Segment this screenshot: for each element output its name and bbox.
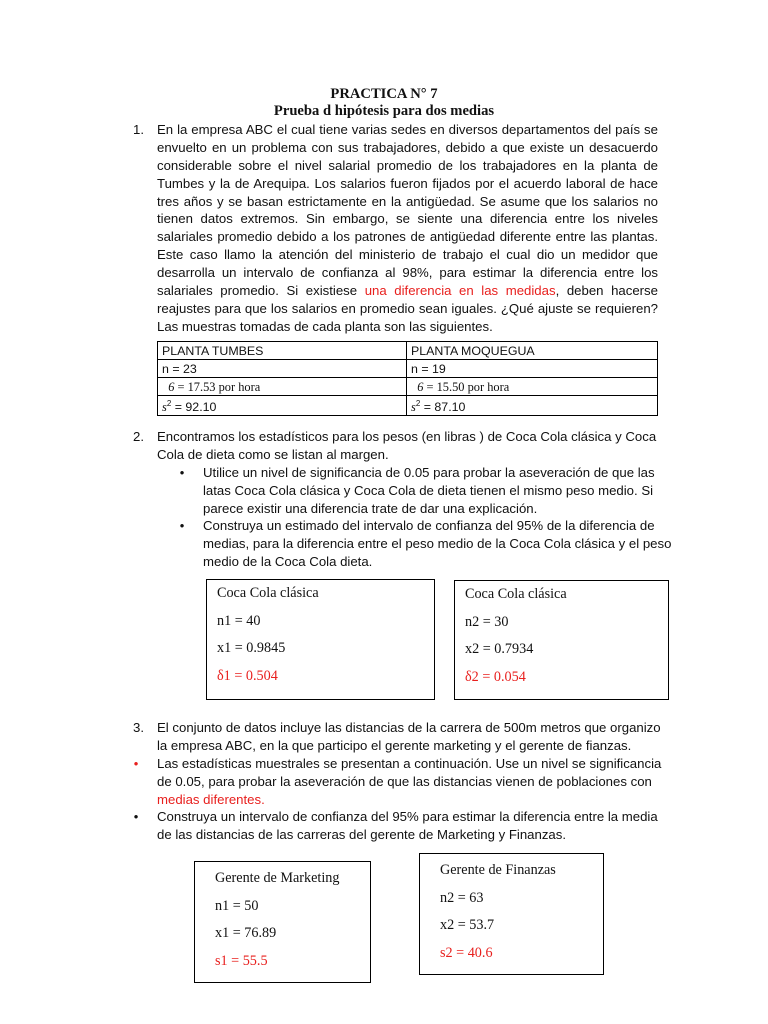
box-title: Gerente de Marketing	[215, 870, 340, 886]
q1-line-highlight	[157, 282, 658, 300]
box-x: x2 = 53.7	[440, 917, 495, 933]
q3-line: El conjunto de datos incluye las distancias de la carrera de 500m metros que organizo	[157, 720, 661, 735]
table-cell: n = 23	[158, 360, 407, 378]
highlight-text: una diferencia en las medidas	[364, 283, 556, 299]
q2-bullet-2	[203, 517, 672, 571]
question-3-text	[157, 719, 661, 755]
q1-line: En la empresa ABC el cual tiene varias sedes en diversos departamentos del país se	[157, 122, 658, 137]
q2-bullet-line: medias, para la diferencia entre el peso medio de la Coca Cola clásica y el peso	[203, 535, 672, 551]
q1-text: salariales promedio. Si existiese	[157, 283, 358, 299]
table-cell	[158, 396, 407, 416]
q2-line: Cola de dieta como se listan al margen.	[157, 446, 389, 462]
s2-value: = 87.10	[423, 400, 466, 415]
q1-line: considerable sobre el nivel salarial promedio de los trabajadores en la planta de	[157, 157, 658, 173]
table-row	[158, 378, 658, 396]
q3-bullet-line: de las distancias de las carreras del gerente de Marketing y Finanzas.	[157, 826, 567, 842]
table-cell	[158, 378, 407, 396]
q3-bullet-1	[157, 755, 662, 809]
q1-line: salariales promedio debido a los patrones de antigüedad diferente entre las plantas.	[157, 229, 658, 245]
question-2-text	[157, 428, 657, 464]
marketing-box	[194, 861, 371, 983]
q1-line: tienen datos extremos. Sin embargo, se siente una diferencia entre los niveles	[157, 211, 658, 227]
table-cell	[407, 378, 658, 396]
q1-line: Tumbes y la de Arequipa. Los salarios fueron fijados por el acuerdo laboral de hace	[157, 175, 658, 191]
s2-value: = 92.10	[174, 400, 217, 415]
box-x: x2 = 0.7934	[465, 641, 534, 657]
q2-bullet-line: parece existir una diferencia trate de dar una explicación.	[203, 500, 538, 516]
question-3-number: 3.	[133, 720, 144, 735]
s2-symbol: s	[162, 400, 167, 415]
s2-symbol: s	[411, 400, 416, 415]
q1-line: Las muestras tomadas de cada planta son las siguientes.	[157, 318, 493, 334]
bullet-icon: •	[179, 465, 185, 480]
q3-bullet-line: Las estadísticas muestrales se presentan a continuación. Use un nivel se significancia	[157, 756, 662, 771]
bullet-icon: •	[133, 756, 139, 771]
q1-text: , deben hacerse	[555, 283, 658, 299]
q2-bullet-line: medio de la Coca Cola dieta.	[203, 553, 373, 569]
mean-symbol: 6	[168, 379, 175, 394]
bullet-icon: •	[133, 809, 139, 824]
box-title: Coca Cola clásica	[217, 585, 319, 601]
q3-line: la empresa ABC, en la que participo el gerente marketing y el gerente de fianzas.	[157, 737, 632, 753]
table-cell	[407, 396, 658, 416]
q3-bullet-2	[157, 808, 657, 844]
q2-bullet-1	[203, 464, 653, 518]
coca-cola-box-1	[206, 579, 435, 700]
box-n: n1 = 40	[217, 612, 261, 629]
q2-bullet-line: latas Coca Cola clásica y Coca Cola de dieta tienen el mismo peso medio. Si	[203, 482, 654, 498]
table-row	[158, 396, 658, 416]
q2-line: Encontramos los estadísticos para los pesos (en libras ) de Coca Cola clásica y Coca	[157, 429, 657, 444]
q1-line: Este caso llamo la atención del ministerio de trabajo el cual dio un medidor que	[157, 247, 658, 263]
q2-bullet-line: Utilice un nivel de significancia de 0.05 para probar la aseveración de que las	[203, 465, 655, 480]
highlight-text: medias diferentes.	[157, 791, 265, 807]
q1-line: desarrolla un intervalo de confianza al 98%, para estimar la diferencia entre los	[157, 265, 658, 281]
box-s: s2 = 40.6	[440, 944, 493, 961]
q1-line: reajustes para que los salarios en promedio sean iguales. ¿Qué ajuste se requieren?	[157, 300, 658, 316]
mean-symbol: 6	[417, 379, 424, 394]
q3-bullet-line: de 0.05, para probar la aseveración de que las distancias vienen de poblaciones con	[157, 773, 652, 789]
box-title: Gerente de Finanzas	[440, 862, 556, 878]
table-header: PLANTA TUMBES	[158, 342, 407, 360]
table-row	[158, 342, 658, 360]
table-row	[158, 360, 658, 378]
box-title: Coca Cola clásica	[465, 586, 567, 602]
finanzas-box	[419, 853, 604, 975]
q1-line: tres años y se basan estrictamente en la antigüedad. Se asume que los salarios no	[157, 193, 658, 209]
table-header: PLANTA MOQUEGUA	[407, 342, 658, 360]
table-cell: n = 19	[407, 360, 658, 378]
s2-sup: 2	[415, 399, 421, 408]
box-n: n2 = 30	[465, 613, 509, 630]
box-x: x1 = 0.9845	[217, 640, 286, 656]
box-n: n2 = 63	[440, 889, 484, 906]
box-x: x1 = 76.89	[215, 925, 277, 941]
question-1-number: 1.	[133, 122, 144, 137]
box-d: δ2 = 0.054	[465, 668, 526, 685]
bullet-icon: •	[179, 518, 185, 533]
question-1-text	[157, 121, 658, 336]
s2-sup: 2	[166, 399, 172, 408]
mean-value: = 17.53 por hora	[177, 379, 261, 394]
box-d: δ1 = 0.504	[217, 667, 278, 684]
box-s: s1 = 55.5	[215, 952, 268, 969]
coca-cola-box-2	[454, 580, 669, 700]
box-n: n1 = 50	[215, 897, 259, 914]
q2-bullet-line: Construya un estimado del intervalo de confianza del 95% de la diferencia de	[203, 518, 655, 533]
mean-value: = 15.50 por hora	[426, 379, 510, 394]
q3-bullet-line: Construya un intervalo de confianza del 95% para estimar la diferencia entre la media	[157, 809, 658, 824]
practice-subtitle: Prueba d hipótesis para dos medias	[273, 103, 495, 119]
plant-table	[157, 341, 658, 416]
question-2-number: 2.	[133, 429, 144, 444]
q1-line: envuelto en un problema con sus trabajadores, debido a que existe un desacuerdo	[157, 139, 658, 155]
practice-title: PRACTICA N° 7	[330, 86, 438, 102]
